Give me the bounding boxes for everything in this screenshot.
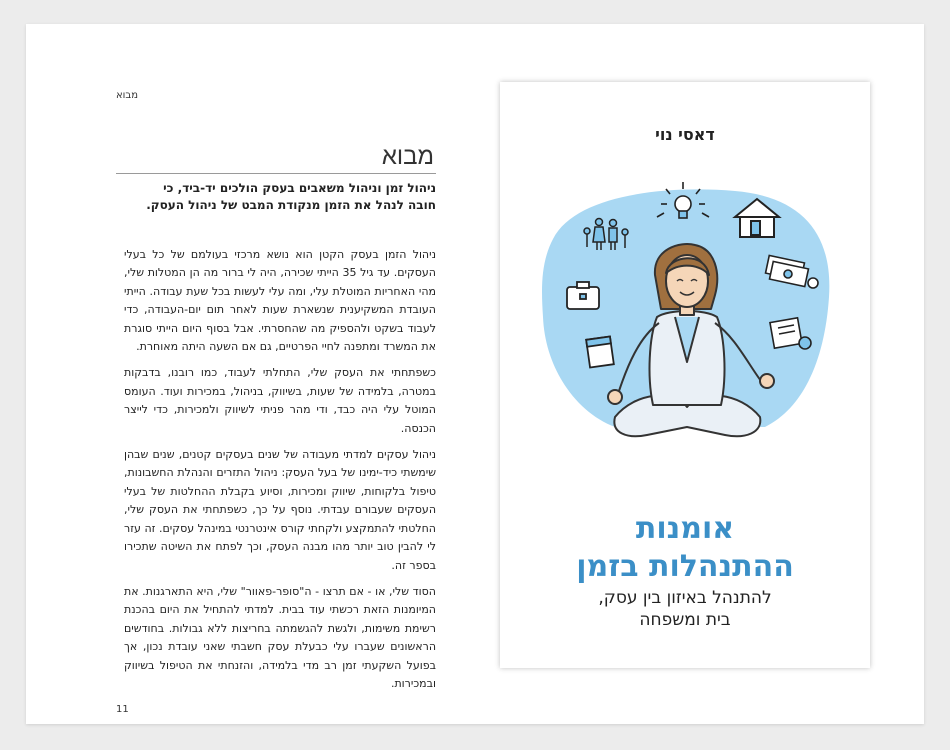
body-paragraph: כשפתחתי את העסק שלי, התחלתי לעבוד, כמו רובנו, בדבקות במטרה, בלמידה של שעות, בשיווק, בניהול, במכירות ועוד. העומס המוטל עלי היה כבד, ודי מהר פניתי לשיווק ולמכירות, כדי לייצר הכנסה. [124,366,436,435]
book-subtitle [500,587,870,631]
title-line: ההתנהלות בזמן [576,549,794,584]
lead-line: חובה לנהל את הזמן מנקודת המבט של ניהול העסק. [146,198,436,212]
running-head: מבוא [116,90,138,101]
subtitle-line: בית ומשפחה [639,610,731,630]
subtitle-line: להתנהל באיזון בין עסק, [598,588,772,608]
meditating-woman-illustration [535,177,835,477]
lead-paragraph [124,180,436,214]
body-paragraph: ניהול עסקים למדתי מעבודה של שנים בעסקים קטנים, שנים שבהן שימשתי כיד-ימינו של בעל העסק: ניהול התזרים והנהלת החשבונות, טיפול בלקוחות, שיווק ומכירות, וסיוע בקבלת ההחלטות של בעלי העסקים שעבורם עבדתי. נוסף על כך, כשפתחתי את העסק שלי, החלטתי להתמקצע ולקחתי קורס אינטרנטי במינהל עסקים. זה עזר לי להבין טוב יותר מהו מבנה העסק, וכך לפתח את השיטה שתכירו בספר זה. [124,448,436,572]
author-name: דאסי נוי [655,125,715,144]
body-paragraph: הסוד שלי, או - אם תרצו - ה"סופר-פאוור" שלי, היא התארגנות. את המיומנות הזאת רכשתי עוד בבית. למדתי להתחיל את היום בהכנת רשימת משימות, ולגשת להגשמתה בחריצות ללא גבולות. בחודשים הראשונים שעברו עלי כבעלת עסק חשבתי שאני עובדת נכון, אך בפועל השקעתי זמן רב מדי בלמידה, והזנחתי את הטיפול בשיווק ובמכירות. [124,584,436,690]
book-cover [500,82,870,668]
calendar-icon [586,336,614,367]
lead-line: ניהול זמן וניהול משאבים בעסק הולכים יד-ביד, כי [163,181,436,195]
page-number: 11 [116,704,129,715]
chapter-title: מבוא [381,142,434,170]
title-line: אומנות [635,511,735,546]
title-divider [116,173,436,174]
book-title [500,510,870,586]
body-text [124,246,436,701]
body-paragraph: ניהול הזמן בעסק הקטן הוא נושא מרכזי בעולמם של כל בעלי העסקים. עד גיל 35 הייתי שכירה, היה לי ברור מה הן המטלות שלי, מהי האחריות המוטלת עלי, ומה עלי לעשות בכל שעת עבודה. הייתי העובדת המשקיענית שנשארת שעות לאחר תום יום-העבודה, כדי לעבוד בשקט ולהספיק מה שהחסרתי. אבל בסוף היום הייתי סוגרת את המשרד ומתפנה לחיי הפרטיים, גם אם השעה היתה מאוחרת. [124,248,436,354]
